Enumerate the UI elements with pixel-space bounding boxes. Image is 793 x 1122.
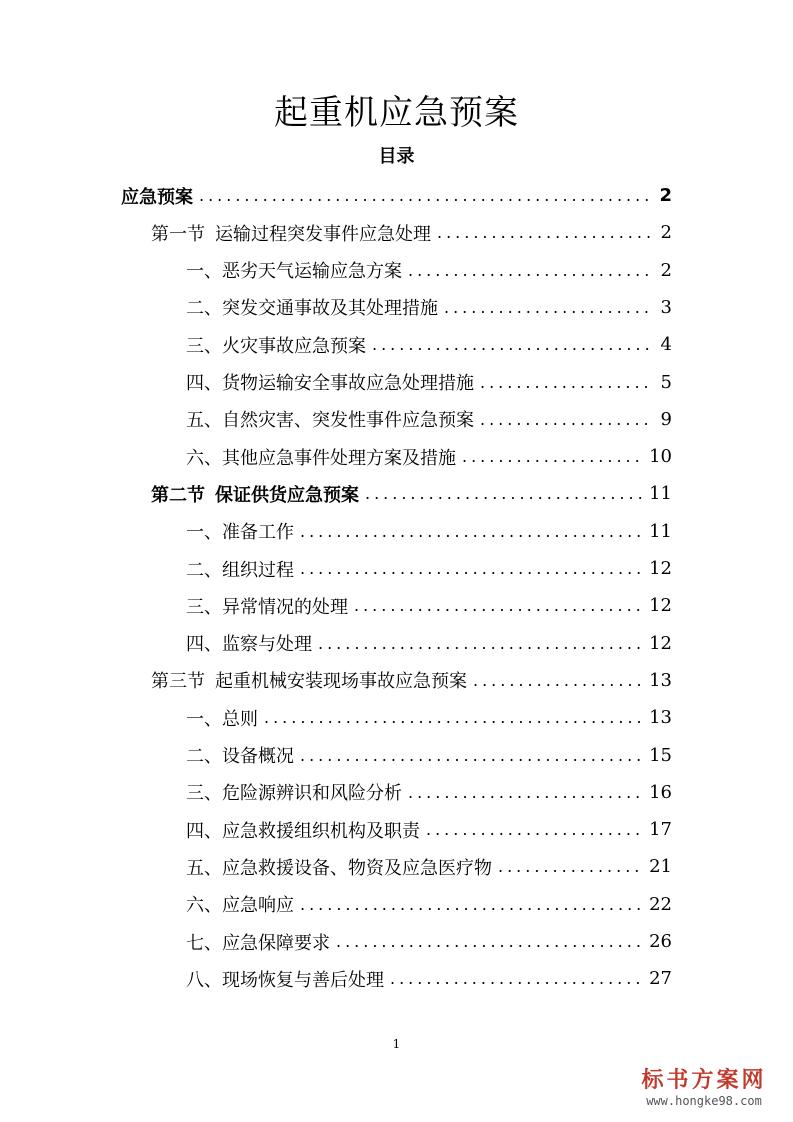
toc-entry[interactable] [121, 177, 672, 214]
toc-entry-page: 11 [649, 520, 672, 542]
toc-dot-leader [264, 708, 643, 727]
toc-entry-page: 26 [649, 931, 672, 952]
toc-dot-leader [354, 596, 643, 615]
toc-entry[interactable] [151, 475, 672, 512]
toc-dot-leader [480, 373, 652, 392]
toc-entry-label: 第三节 起重机械安装现场事故应急预案 [151, 671, 467, 693]
watermark-logo [629, 1068, 779, 1108]
toc-dot-leader [365, 484, 643, 503]
toc-entry-page: 15 [649, 744, 672, 766]
watermark-url: www.hongke98.com [646, 1094, 762, 1108]
toc-entry-page: 3 [660, 296, 672, 318]
toc-entry[interactable] [186, 438, 672, 475]
toc-entry[interactable] [186, 625, 672, 662]
toc-entry-label: 二、突发交通事故及其处理措施 [186, 298, 438, 320]
toc-entry[interactable] [186, 886, 672, 923]
toc-dot-leader [426, 820, 643, 839]
toc-entry-page: 2 [659, 185, 672, 206]
toc-entry-label: 一、准备工作 [186, 522, 294, 544]
toc-entry[interactable] [186, 811, 672, 848]
toc-entry-page: 12 [649, 558, 672, 579]
toc-entry-page: 13 [649, 707, 672, 729]
watermark-title: 标书方案网 [641, 1068, 767, 1093]
toc-entry-page: 9 [660, 408, 672, 430]
toc-entry-page: 10 [649, 446, 672, 468]
toc-entry-page: 16 [649, 781, 672, 803]
toc-entry-label: 三、异常情况的处理 [186, 596, 348, 618]
toc-entry-page: 27 [649, 968, 672, 990]
toc-entry-label: 七、应急保障要求 [186, 932, 330, 954]
toc-dot-leader [300, 746, 643, 765]
toc-entry-page: 2 [660, 259, 672, 281]
toc-entry-page: 5 [660, 371, 672, 393]
toc-dot-leader [498, 857, 643, 876]
toc-entry-page: 12 [649, 632, 672, 654]
toc-entry-label: 三、火灾事故应急预案 [186, 335, 366, 357]
toc-entry[interactable] [186, 364, 672, 401]
toc-entry-page: 21 [649, 856, 672, 878]
toc-entry-page: 2 [660, 222, 672, 244]
toc-entry[interactable] [186, 737, 672, 774]
toc-entry[interactable] [151, 662, 672, 699]
toc-entry-label: 四、应急救援组织机构及职责 [186, 820, 420, 842]
toc-dot-leader [480, 410, 652, 429]
toc-entry-label: 四、监察与处理 [186, 634, 312, 656]
toc-dot-leader [444, 298, 652, 317]
toc-entry-page: 13 [649, 669, 672, 691]
toc-entry-label: 六、应急响应 [186, 895, 294, 917]
toc-entry[interactable] [151, 214, 672, 251]
toc-dot-leader [462, 447, 643, 466]
toc-dot-leader [318, 634, 643, 653]
toc-entry-label: 六、其他应急事件处理方案及措施 [186, 447, 456, 469]
toc-entry-label: 一、总则 [186, 708, 258, 730]
toc-entry-subtitle: 运输过程突发事件应急处理 [215, 223, 431, 245]
toc-dot-leader [300, 522, 643, 541]
toc-entry[interactable] [186, 587, 672, 624]
toc-entry-page: 17 [649, 819, 672, 841]
toc-entry[interactable] [186, 960, 672, 997]
toc-entry-label: 一、恶劣天气运输应急方案 [186, 261, 402, 283]
toc-entry[interactable] [186, 513, 672, 550]
toc-dot-leader [199, 186, 652, 205]
toc-entry-label: 三、危险源辨识和风险分析 [186, 783, 402, 805]
toc-entry-subtitle: 起重机械安装现场事故应急预案 [215, 671, 467, 693]
toc-entry[interactable] [186, 774, 672, 811]
toc-entry-page: 11 [649, 483, 672, 505]
document-title: 起重机应急预案 [274, 93, 519, 133]
toc-entry-label: 应急预案 [121, 186, 193, 208]
toc-dot-leader [336, 932, 643, 951]
toc-entry-label: 五、应急救援设备、物资及应急医疗物 [186, 857, 492, 879]
toc-entry-page: 4 [660, 334, 672, 356]
toc-entry[interactable] [186, 289, 672, 326]
toc-entry-label: 八、现场恢复与善后处理 [186, 969, 384, 991]
toc-dot-leader [473, 671, 643, 690]
toc-entry[interactable] [186, 848, 672, 885]
toc-entry-page: 22 [649, 893, 672, 915]
toc-entry-subtitle: 保证供货应急预案 [215, 484, 359, 506]
toc-entry[interactable] [186, 699, 672, 736]
toc-entry-label: 四、货物运输安全事故应急处理措施 [186, 373, 474, 394]
toc-entry-page: 12 [649, 595, 672, 617]
toc-dot-leader [437, 223, 652, 242]
toc-dot-leader [408, 783, 643, 802]
toc-entry[interactable] [186, 326, 672, 363]
toc-entry[interactable] [186, 550, 672, 587]
toc-entry-label: 二、设备概况 [186, 746, 294, 767]
page-number: 1 [392, 1037, 401, 1051]
toc-entry-label: 第一节 运输过程突发事件应急处理 [151, 223, 431, 245]
toc-entry[interactable] [186, 923, 672, 960]
toc-dot-leader [408, 261, 652, 280]
toc-dot-leader [300, 559, 643, 578]
toc-heading: 目录 [378, 146, 415, 167]
toc-entry-label: 第二节 保证供货应急预案 [151, 484, 359, 506]
toc-dot-leader [300, 895, 643, 914]
toc-entry[interactable] [186, 401, 672, 438]
toc-entry-label: 二、组织过程 [186, 559, 294, 581]
toc-entry-label: 五、自然灾害、突发性事件应急预案 [186, 410, 474, 432]
toc-dot-leader [372, 335, 652, 354]
toc-dot-leader [390, 969, 643, 988]
toc-entry[interactable] [186, 252, 672, 289]
